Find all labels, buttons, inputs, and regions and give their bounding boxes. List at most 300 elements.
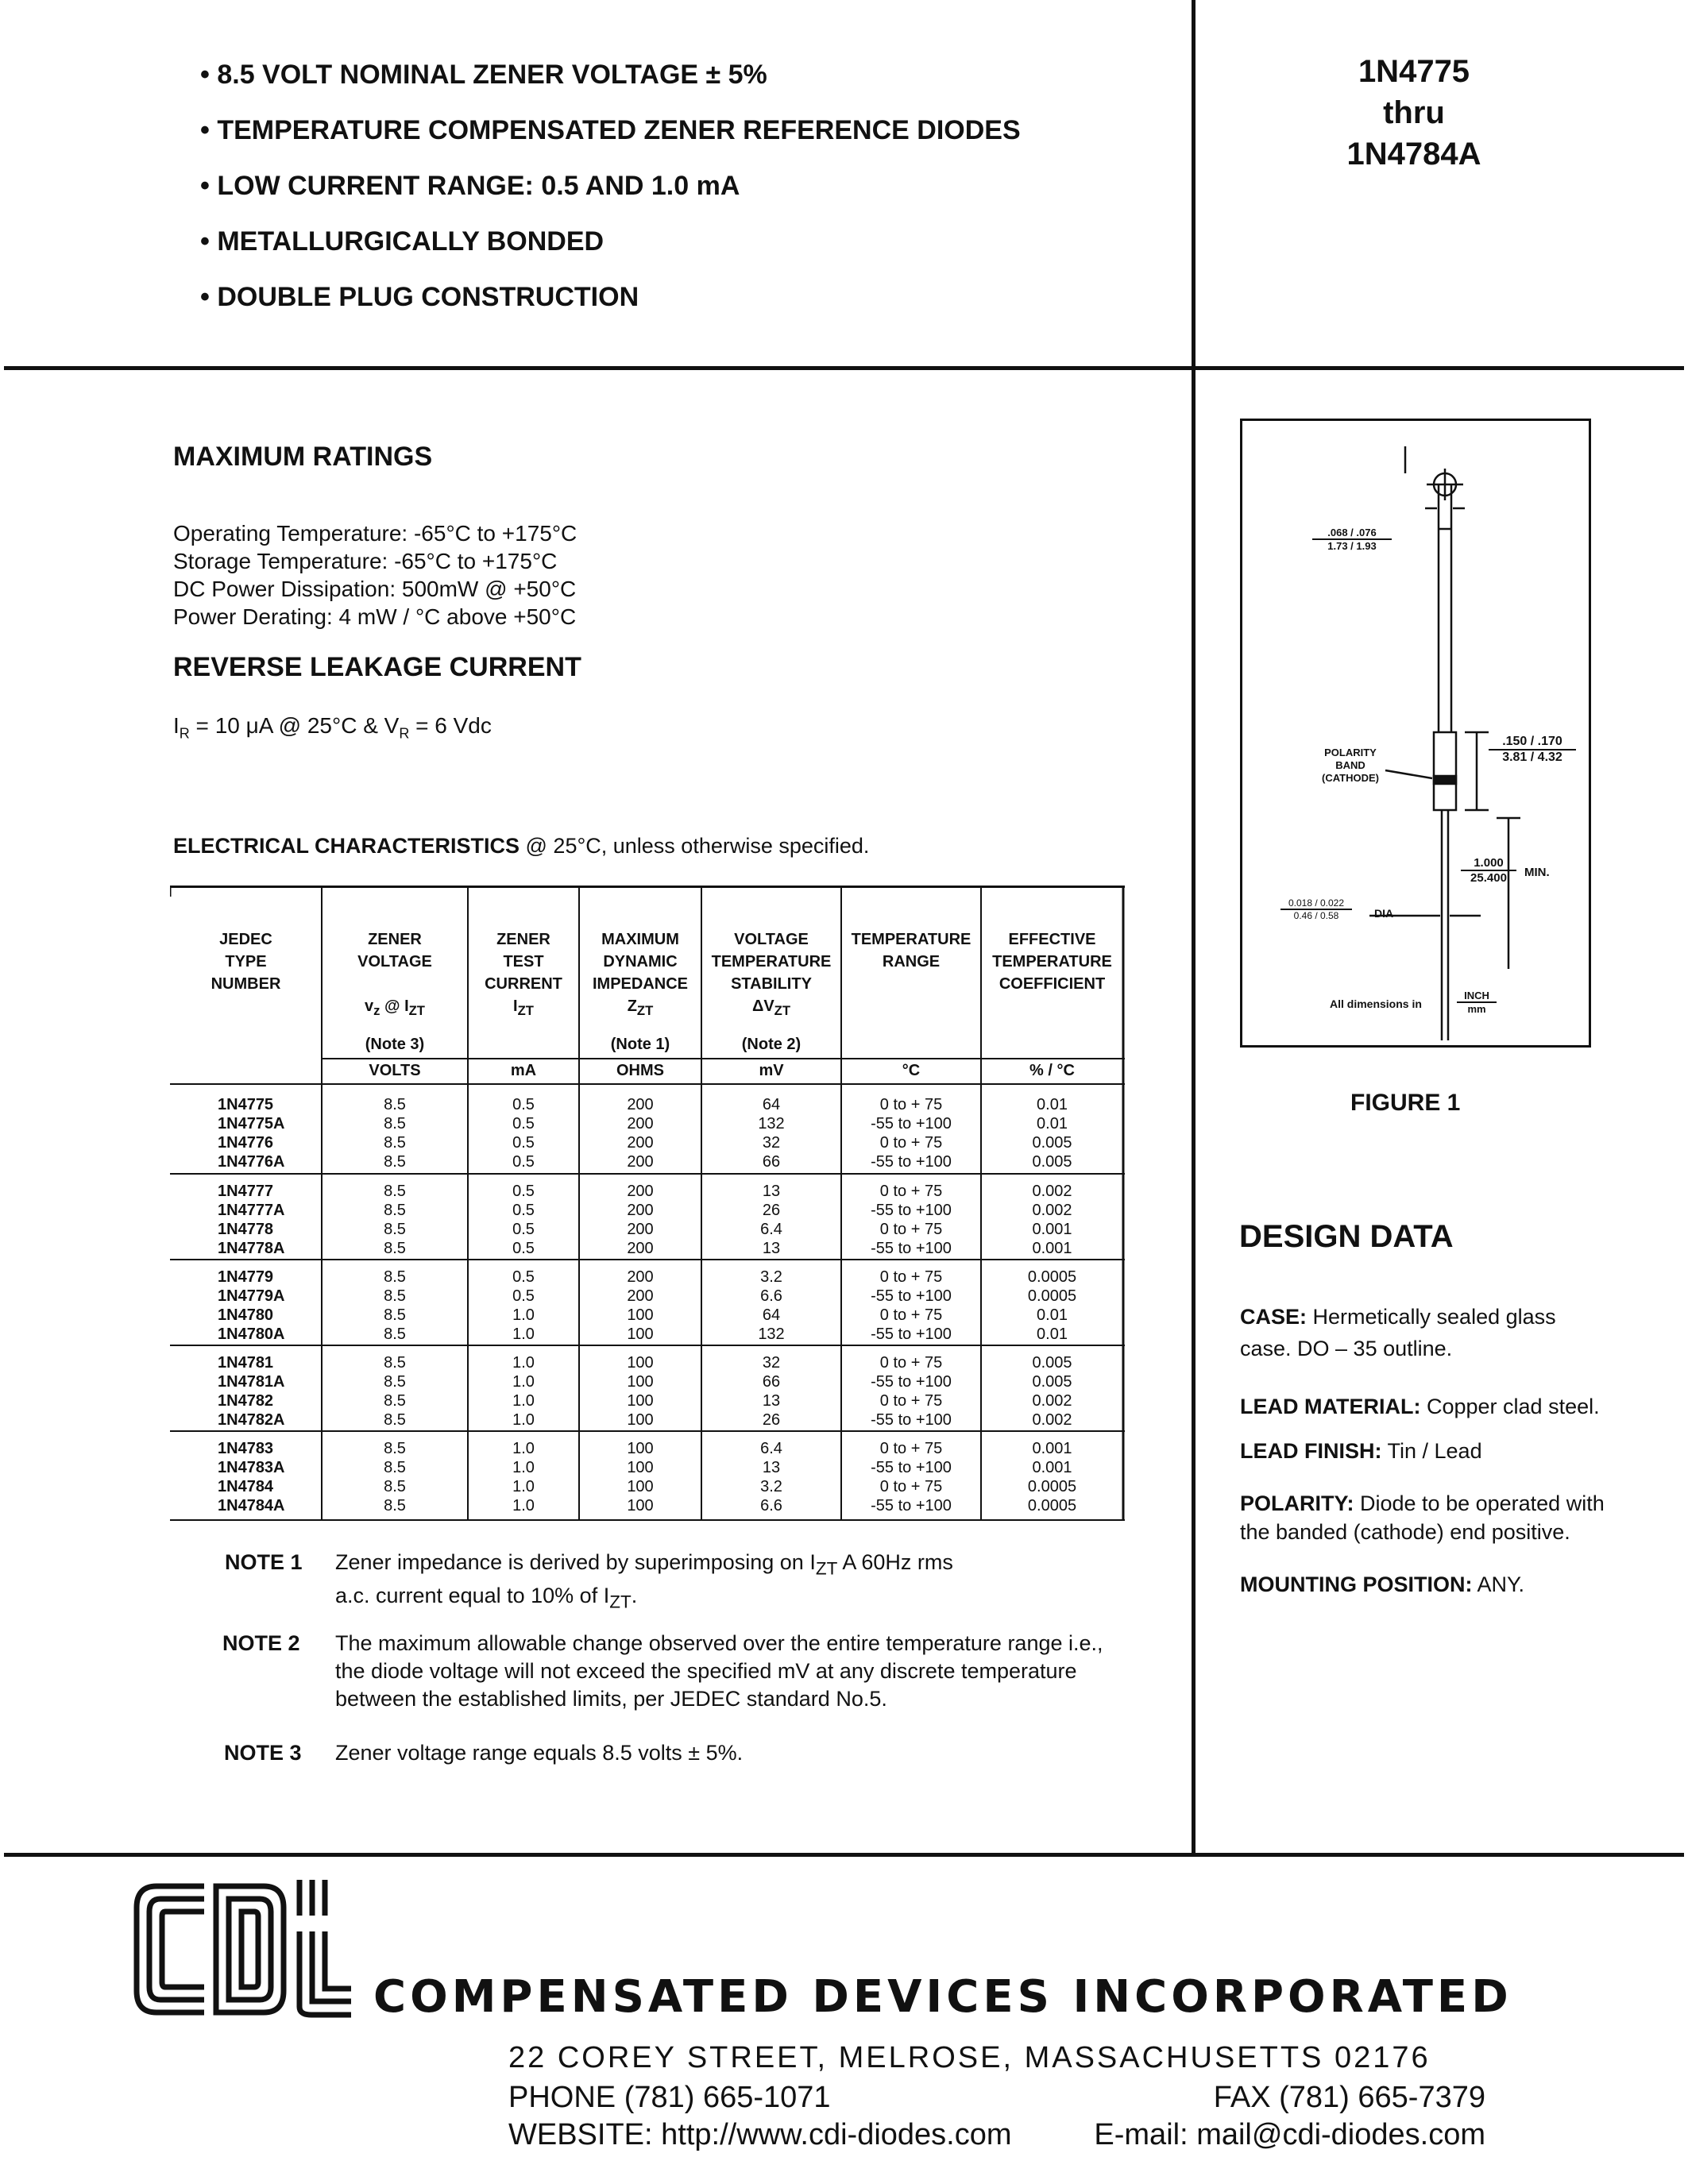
- value-cell: 0.002: [1032, 1411, 1072, 1429]
- note-label: NOTE 2: [222, 1631, 300, 1655]
- subscript: R: [399, 725, 410, 742]
- value-cell: 200: [627, 1202, 654, 1219]
- value-cell: 100: [627, 1373, 654, 1391]
- value-cell: -55 to +100: [871, 1202, 952, 1219]
- type-number-cell: 1N4780: [218, 1306, 274, 1324]
- value-cell: 8.5: [384, 1115, 406, 1133]
- value-cell: 0.5: [512, 1221, 535, 1238]
- value-cell: 0.002: [1032, 1202, 1072, 1219]
- vz-symbol: [322, 995, 468, 1022]
- value-cell: 0.5: [512, 1115, 535, 1133]
- value-cell: 13: [762, 1240, 781, 1257]
- rating-line: DC Power Dissipation: 500mW @ +50°C: [173, 577, 577, 601]
- value-cell: 200: [627, 1268, 654, 1286]
- type-number-cell: 1N4784: [218, 1478, 274, 1495]
- value-cell: 8.5: [384, 1268, 406, 1286]
- value-cell: 100: [627, 1497, 654, 1515]
- value-cell: 3.2: [760, 1268, 782, 1286]
- value-cell: 0.5: [512, 1287, 535, 1305]
- value-cell: 100: [627, 1411, 654, 1429]
- elec-char-title: ELECTRICAL CHARACTERISTICS: [173, 834, 520, 858]
- value-cell: 0.001: [1032, 1221, 1072, 1238]
- value-cell: 0.5: [512, 1240, 535, 1257]
- type-number-cell: 1N4784A: [218, 1497, 285, 1515]
- leakage-text: = 6 Vdc: [409, 713, 492, 738]
- phone: PHONE (781) 665-1071: [508, 2081, 831, 2114]
- lead-dim: [1312, 527, 1392, 552]
- diode-outline-drawing: [1242, 421, 1589, 1045]
- value-cell: 0 to + 75: [879, 1134, 943, 1152]
- subscript: ZT: [636, 1003, 654, 1018]
- table-row: [170, 1325, 1123, 1344]
- feature-item: • 8.5 VOLT NOMINAL ZENER VOLTAGE ± 5%: [200, 60, 767, 90]
- value-cell: 0 to + 75: [879, 1221, 943, 1238]
- value-cell: 0.5: [512, 1153, 535, 1171]
- note-text-part: a.c. current equal to 10% of I: [335, 1584, 610, 1608]
- polarity-text: the banded (cathode) end positive.: [1240, 1520, 1570, 1544]
- header-line: ZENER: [368, 931, 422, 948]
- header-line: VOLTAGE: [734, 931, 809, 948]
- unit-cell: mV: [759, 1062, 784, 1079]
- type-number-cell: 1N4776: [218, 1134, 274, 1152]
- value-cell: 100: [627, 1459, 654, 1476]
- value-cell: 0.5: [512, 1183, 535, 1200]
- type-number-cell: 1N4778A: [218, 1240, 285, 1257]
- type-number-cell: 1N4782: [218, 1392, 274, 1410]
- table-row: [170, 1114, 1123, 1133]
- header-divider: [4, 366, 1684, 370]
- header-line: TEMPERATURE: [851, 931, 971, 948]
- polarity-line: BAND: [1335, 759, 1365, 771]
- mounting-text: ANY.: [1472, 1572, 1525, 1596]
- table-row: [170, 1372, 1123, 1391]
- header-line: TYPE: [225, 953, 267, 970]
- col-header-test-current: [468, 928, 579, 1022]
- header-line: RANGE: [882, 953, 941, 970]
- value-cell: -55 to +100: [871, 1153, 952, 1171]
- value-cell: 8.5: [384, 1134, 406, 1152]
- table-row: [170, 1133, 1123, 1152]
- value-cell: 1.0: [512, 1354, 535, 1372]
- value-cell: 66: [762, 1153, 781, 1171]
- part-number-block: [1271, 51, 1557, 175]
- value-cell: 3.2: [760, 1478, 782, 1495]
- dim-mm: 1.73 / 1.93: [1327, 540, 1377, 552]
- electrical-table: [170, 886, 1125, 1521]
- table-row: [170, 1095, 1123, 1114]
- type-number-cell: 1N4775A: [218, 1115, 285, 1133]
- subscript: ZT: [609, 1592, 632, 1612]
- elec-char-heading: [173, 834, 869, 859]
- polarity-text: Diode to be operated with: [1354, 1491, 1605, 1515]
- type-number-cell: 1N4781: [218, 1354, 274, 1372]
- col-header-temp-range: [841, 928, 981, 973]
- dia-dim: [1280, 897, 1352, 921]
- unit-cell: OHMS: [616, 1062, 664, 1079]
- value-cell: 8.5: [384, 1287, 406, 1305]
- header-note: (Note 2): [741, 1036, 802, 1053]
- case-label: CASE:: [1240, 1305, 1308, 1329]
- value-cell: 0 to + 75: [879, 1354, 943, 1372]
- value-cell: 200: [627, 1134, 654, 1152]
- reverse-leakage-spec: [173, 712, 492, 748]
- value-cell: 1.0: [512, 1411, 535, 1429]
- table-row: [170, 1439, 1123, 1458]
- feature-item: • TEMPERATURE COMPENSATED ZENER REFERENCE DIODES: [200, 115, 1021, 145]
- value-cell: 8.5: [384, 1096, 406, 1113]
- header-line: TEST: [503, 953, 544, 970]
- value-cell: -55 to +100: [871, 1287, 952, 1305]
- header-line: MAXIMUM: [601, 931, 679, 948]
- value-cell: 0.5: [512, 1268, 535, 1286]
- unit-cell: % / °C: [1029, 1062, 1075, 1079]
- value-cell: 0.0005: [1027, 1497, 1077, 1515]
- value-cell: 0.5: [512, 1096, 535, 1113]
- col-header-coefficient: [981, 928, 1123, 995]
- polarity-line: (CATHODE): [1322, 772, 1379, 784]
- header-line: STABILITY: [731, 975, 812, 993]
- value-cell: 1.0: [512, 1392, 535, 1410]
- subscript: z: [373, 1003, 380, 1018]
- subscript: ZT: [815, 1558, 838, 1579]
- type-number-cell: 1N4778: [218, 1221, 274, 1238]
- value-cell: 13: [762, 1459, 781, 1476]
- value-cell: -55 to +100: [871, 1325, 952, 1343]
- value-cell: 1.0: [512, 1497, 535, 1515]
- value-cell: 0 to + 75: [879, 1096, 943, 1113]
- value-cell: 8.5: [384, 1325, 406, 1343]
- table-row: [170, 1306, 1123, 1325]
- feature-item: • METALLURGICALLY BONDED: [200, 226, 605, 257]
- value-cell: 6.4: [760, 1221, 782, 1238]
- value-cell: 1.0: [512, 1440, 535, 1457]
- value-cell: 0 to + 75: [879, 1478, 943, 1495]
- value-cell: 0.5: [512, 1202, 535, 1219]
- type-number-cell: 1N4777: [218, 1183, 274, 1200]
- value-cell: 6.6: [760, 1287, 782, 1305]
- value-cell: 0.01: [1037, 1306, 1068, 1324]
- polarity-label: POLARITY:: [1240, 1491, 1354, 1515]
- value-cell: 1.0: [512, 1478, 535, 1495]
- website-link[interactable]: WEBSITE: http://www.cdi-diodes.com: [508, 2118, 1012, 2151]
- part-thru: thru: [1383, 95, 1445, 130]
- dim-inch: 0.018 / 0.022: [1280, 897, 1352, 910]
- reverse-leakage-title: REVERSE LEAKAGE CURRENT: [173, 652, 581, 682]
- table-row: [170, 1410, 1123, 1430]
- value-cell: 8.5: [384, 1153, 406, 1171]
- subscript: R: [179, 725, 190, 742]
- rating-line: Power Derating: 4 mW / °C above +50°C: [173, 604, 577, 629]
- value-cell: 132: [758, 1115, 785, 1133]
- value-cell: 0.01: [1037, 1325, 1068, 1343]
- contact-line-1: [508, 2081, 1485, 2115]
- note-text: [335, 1630, 1273, 1713]
- value-cell: 0.005: [1032, 1354, 1072, 1372]
- header-line: DYNAMIC: [603, 953, 678, 970]
- value-cell: 200: [627, 1287, 654, 1305]
- value-cell: 100: [627, 1440, 654, 1457]
- value-cell: -55 to +100: [871, 1459, 952, 1476]
- fax: FAX (781) 665-7379: [1213, 2081, 1485, 2114]
- value-cell: 6.6: [760, 1497, 782, 1515]
- type-number-cell: 1N4776A: [218, 1153, 285, 1171]
- header-line: IMPEDANCE: [592, 975, 688, 993]
- polarity-line: POLARITY: [1324, 747, 1377, 758]
- value-cell: 0.0005: [1027, 1478, 1077, 1495]
- col-header-stability: [701, 928, 841, 1055]
- value-cell: 0 to + 75: [879, 1183, 943, 1200]
- value-cell: 0.001: [1032, 1459, 1072, 1476]
- company-name: COMPENSATED DEVICES INCORPORATED: [373, 1971, 1512, 2023]
- value-cell: 0 to + 75: [879, 1392, 943, 1410]
- value-cell: 8.5: [384, 1183, 406, 1200]
- value-cell: 1.0: [512, 1373, 535, 1391]
- header-line: ZENER: [496, 931, 550, 948]
- dia-label: DIA: [1374, 907, 1394, 920]
- note-line: The maximum allowable change observed over the entire temperature range i.e.,: [335, 1631, 1103, 1655]
- table-row: [170, 1353, 1123, 1372]
- value-cell: 8.5: [384, 1497, 406, 1515]
- subscript: ZT: [517, 1003, 534, 1018]
- type-number-cell: 1N4780A: [218, 1325, 285, 1343]
- col-header-zener-voltage: [322, 928, 468, 1055]
- note-label: NOTE 1: [225, 1550, 303, 1574]
- header-note: (Note 3): [365, 1036, 425, 1053]
- type-number-cell: 1N4777A: [218, 1202, 285, 1219]
- value-cell: 8.5: [384, 1221, 406, 1238]
- value-cell: 0 to + 75: [879, 1268, 943, 1286]
- symbol: I: [513, 997, 518, 1015]
- lead-material-text: Copper clad steel.: [1420, 1395, 1600, 1418]
- value-cell: 13: [762, 1392, 781, 1410]
- value-cell: 0.0005: [1027, 1268, 1077, 1286]
- header-line: EFFECTIVE: [1008, 931, 1096, 948]
- lead-finish-line: [1240, 1435, 1669, 1467]
- value-cell: 0 to + 75: [879, 1440, 943, 1457]
- lead-finish-label: LEAD FINISH:: [1240, 1439, 1382, 1463]
- value-cell: 8.5: [384, 1354, 406, 1372]
- table-row: [170, 1458, 1123, 1477]
- col-header-jedec: [170, 928, 322, 995]
- value-cell: 26: [762, 1411, 781, 1429]
- table-row: [170, 1152, 1123, 1171]
- note-text: [335, 1549, 1209, 1616]
- value-cell: 26: [762, 1202, 781, 1219]
- unit-inch: INCH: [1457, 990, 1497, 1003]
- leakage-text: = 10 μA @ 25°C & V: [189, 713, 400, 738]
- value-cell: -55 to +100: [871, 1411, 952, 1429]
- dim-mm: 25.400: [1470, 871, 1507, 885]
- table-row: [170, 1477, 1123, 1496]
- table-row: [170, 1496, 1123, 1515]
- note-text-part: Zener impedance is derived by superimposing on I: [335, 1550, 816, 1574]
- value-cell: 132: [758, 1325, 785, 1343]
- type-number-cell: 1N4775: [218, 1096, 274, 1113]
- mounting-label: MOUNTING POSITION:: [1240, 1572, 1473, 1596]
- value-cell: 0.0005: [1027, 1287, 1077, 1305]
- symbol: Z: [627, 997, 637, 1015]
- value-cell: 0.005: [1032, 1134, 1072, 1152]
- value-cell: 0.002: [1032, 1183, 1072, 1200]
- lead-material-label: LEAD MATERIAL:: [1240, 1395, 1421, 1418]
- dim-mm: 3.81 / 4.32: [1502, 751, 1562, 764]
- type-number-cell: 1N4783A: [218, 1459, 285, 1476]
- value-cell: 64: [762, 1306, 781, 1324]
- symbol: @ I: [380, 997, 409, 1015]
- feature-item: • LOW CURRENT RANGE: 0.5 AND 1.0 mA: [200, 171, 740, 201]
- dim-mm: 0.46 / 0.58: [1293, 910, 1339, 921]
- value-cell: -55 to +100: [871, 1240, 952, 1257]
- max-ratings-title: MAXIMUM RATINGS: [173, 442, 433, 472]
- value-cell: 8.5: [384, 1202, 406, 1219]
- unit-cell: VOLTS: [369, 1062, 421, 1079]
- length-min: MIN.: [1524, 866, 1550, 879]
- unit-cell: mA: [510, 1062, 537, 1079]
- value-cell: 0.005: [1032, 1373, 1072, 1391]
- unit-cell: °C: [902, 1062, 921, 1079]
- type-number-cell: 1N4783: [218, 1440, 274, 1457]
- value-cell: 200: [627, 1240, 654, 1257]
- symbol: v: [365, 997, 374, 1015]
- value-cell: 8.5: [384, 1306, 406, 1324]
- value-cell: 0.001: [1032, 1240, 1072, 1257]
- body-dim: [1489, 735, 1576, 765]
- value-cell: 100: [627, 1354, 654, 1372]
- type-number-cell: 1N4779A: [218, 1287, 285, 1305]
- value-cell: 8.5: [384, 1373, 406, 1391]
- case-line: [1240, 1301, 1669, 1333]
- value-cell: 0.01: [1037, 1096, 1068, 1113]
- subscript: ZT: [408, 1003, 425, 1018]
- note-text-part: A 60Hz rms: [837, 1550, 953, 1574]
- length-dim: [1461, 856, 1516, 885]
- feature-item: • DOUBLE PLUG CONSTRUCTION: [200, 282, 639, 312]
- value-cell: 32: [762, 1134, 781, 1152]
- table-row: [170, 1220, 1123, 1239]
- note-line: the diode voltage will not exceed the specified mV at any discrete temperature: [335, 1659, 1077, 1683]
- table-row: [170, 1268, 1123, 1287]
- izt-symbol: [468, 995, 579, 1022]
- value-cell: 200: [627, 1153, 654, 1171]
- feature-list: [200, 54, 1021, 332]
- table-row: [170, 1239, 1123, 1258]
- header-line: NUMBER: [211, 975, 281, 993]
- note-text-part: .: [631, 1584, 638, 1608]
- header-note: (Note 1): [610, 1036, 670, 1053]
- lead-finish-text: Tin / Lead: [1381, 1439, 1482, 1463]
- value-cell: 0 to + 75: [879, 1306, 943, 1324]
- footer-divider: [4, 1853, 1684, 1857]
- design-data-title: DESIGN DATA: [1239, 1219, 1454, 1254]
- value-cell: 8.5: [384, 1411, 406, 1429]
- elec-char-condition: @ 25°C, unless otherwise specified.: [520, 834, 870, 858]
- note-line: between the established limits, per JEDEC standard No.5.: [335, 1687, 887, 1711]
- case-text: Hermetically sealed glass: [1307, 1305, 1556, 1329]
- header-line: COEFFICIENT: [999, 975, 1106, 993]
- max-ratings-list: [173, 519, 577, 631]
- header-line: JEDEC: [219, 931, 272, 948]
- value-cell: 200: [627, 1096, 654, 1113]
- table-row: [170, 1391, 1123, 1410]
- unit-mm: mm: [1467, 1003, 1486, 1015]
- value-cell: 64: [762, 1096, 781, 1113]
- value-cell: 0.005: [1032, 1153, 1072, 1171]
- rating-line: Operating Temperature: -65°C to +175°C: [173, 521, 577, 546]
- value-cell: -55 to +100: [871, 1373, 952, 1391]
- symbol: ΔV: [751, 997, 774, 1015]
- header-line: TEMPERATURE: [711, 953, 832, 970]
- value-cell: 200: [627, 1115, 654, 1133]
- note-label: NOTE 3: [224, 1741, 302, 1765]
- value-cell: 200: [627, 1183, 654, 1200]
- contact-line-2: [508, 2118, 1485, 2152]
- type-number-cell: 1N4779: [218, 1268, 274, 1286]
- cdi-logo: [129, 1872, 359, 2027]
- part-to: 1N4784A: [1346, 137, 1481, 172]
- value-cell: 32: [762, 1354, 781, 1372]
- header-line: TEMPERATURE: [992, 953, 1112, 970]
- polarity-line: [1240, 1489, 1669, 1518]
- units-fraction: [1457, 990, 1497, 1015]
- value-cell: 8.5: [384, 1478, 406, 1495]
- type-number-cell: 1N4782A: [218, 1411, 285, 1429]
- table-row: [170, 1287, 1123, 1306]
- header-line: VOLTAGE: [357, 953, 432, 970]
- value-cell: 1.0: [512, 1459, 535, 1476]
- dim-inch: 1.000: [1461, 856, 1516, 871]
- note-text: Zener voltage range equals 8.5 volts ± 5%.: [335, 1741, 744, 1765]
- value-cell: 6.4: [760, 1440, 782, 1457]
- value-cell: 0.5: [512, 1134, 535, 1152]
- value-cell: 8.5: [384, 1392, 406, 1410]
- header-line: CURRENT: [485, 975, 562, 993]
- table-row: [170, 1182, 1123, 1201]
- col-header-impedance: [579, 928, 701, 1055]
- value-cell: 13: [762, 1183, 781, 1200]
- value-cell: 100: [627, 1306, 654, 1324]
- mounting-line: [1240, 1569, 1669, 1600]
- value-cell: 100: [627, 1478, 654, 1495]
- table-row: [170, 1201, 1123, 1220]
- value-cell: 100: [627, 1392, 654, 1410]
- value-cell: 8.5: [384, 1440, 406, 1457]
- value-cell: 0.002: [1032, 1392, 1072, 1410]
- ir-symbol: I: [173, 713, 180, 738]
- value-cell: 100: [627, 1325, 654, 1343]
- value-cell: 8.5: [384, 1240, 406, 1257]
- dim-inch: .150 / .170: [1489, 735, 1576, 751]
- value-cell: 0.01: [1037, 1115, 1068, 1133]
- polarity-label: [1322, 747, 1379, 785]
- value-cell: -55 to +100: [871, 1115, 952, 1133]
- figure-1-box: [1240, 419, 1591, 1048]
- figure-caption: FIGURE 1: [1350, 1090, 1461, 1116]
- value-cell: 1.0: [512, 1325, 535, 1343]
- email-link[interactable]: E-mail: mail@cdi-diodes.com: [1094, 2118, 1485, 2151]
- part-from: 1N4775: [1358, 54, 1470, 89]
- units-note: All dimensions in: [1330, 997, 1422, 1010]
- address: 22 COREY STREET, MELROSE, MASSACHUSETTS 02176: [508, 2041, 1431, 2074]
- zzt-symbol: [579, 995, 701, 1022]
- type-number-cell: 1N4781A: [218, 1373, 285, 1391]
- case-text: case. DO – 35 outline.: [1240, 1337, 1453, 1360]
- rating-line: Storage Temperature: -65°C to +175°C: [173, 549, 558, 573]
- value-cell: 66: [762, 1373, 781, 1391]
- design-data-list: [1240, 1301, 1669, 1600]
- value-cell: 1.0: [512, 1306, 535, 1324]
- value-cell: 200: [627, 1221, 654, 1238]
- lead-material-line: [1240, 1391, 1669, 1422]
